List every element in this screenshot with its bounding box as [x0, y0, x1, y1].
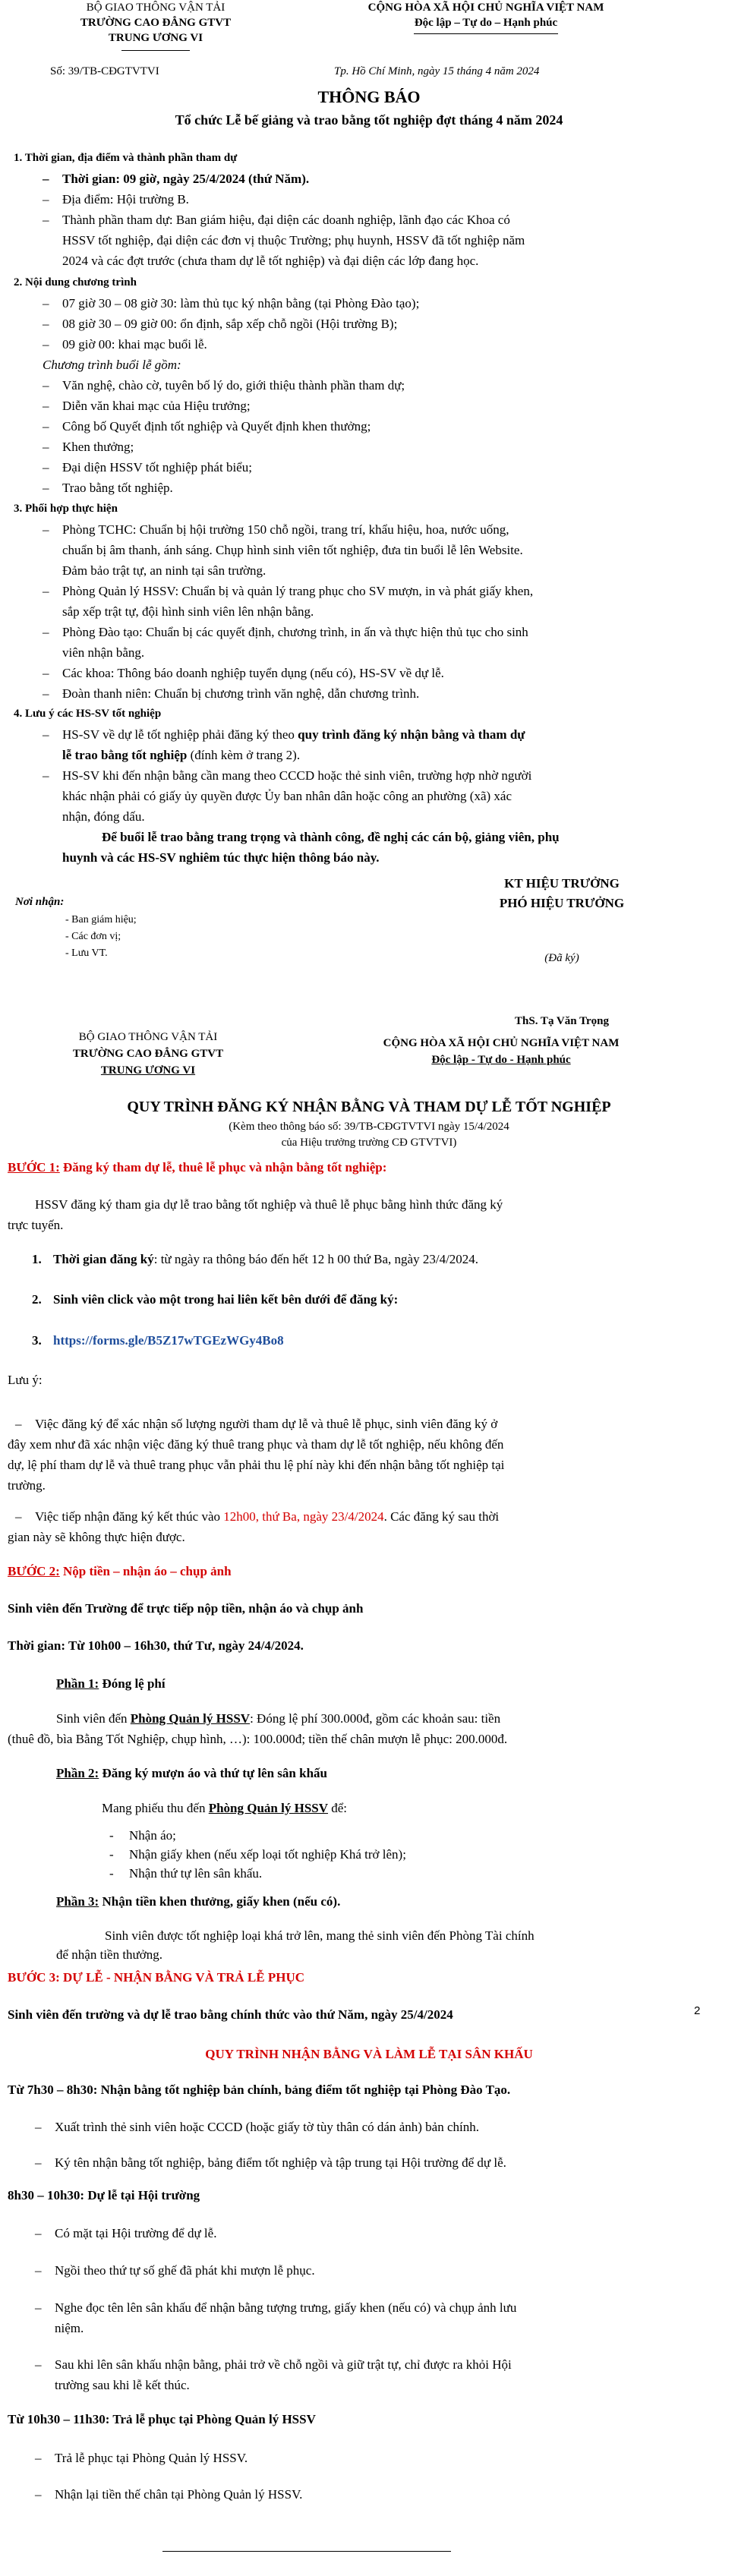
coordination-line: chuẩn bị âm thanh, ánh sáng. Chụp hình sinh viên tốt nghiệp, đưa tin buổi lễ lên Website.: [62, 543, 523, 557]
step-2-time: Thời gian: Từ 10h00 – 16h30, thứ Tư, ngày 24/4/2024.: [8, 1638, 304, 1653]
part-3-text-2: để nhận tiền thưởng.: [56, 1947, 163, 1962]
time-slot-2-item-cont: trường sau khi lễ kết thúc.: [55, 2378, 190, 2392]
program-item: – Trao bằng tốt nghiệp.: [62, 478, 173, 498]
procedure-title: QUY TRÌNH ĐĂNG KÝ NHẬN BẰNG VÀ THAM DỰ LỄ TỐT NGHIỆP: [127, 1099, 611, 1115]
note-2-cont: gian này sẽ không thực hiện được.: [8, 1530, 185, 1544]
coordination-line: viên nhận bằng.: [62, 645, 145, 660]
coordination-line: Đảm bảo trật tự, an ninh tại sân trường.: [62, 563, 266, 578]
org-school: TRƯỜNG CAO ĐẲNG GTVT: [80, 17, 232, 29]
motto: Độc lập - Tự do - Hạnh phúc: [431, 1054, 571, 1066]
recipients-label: Nơi nhận:: [15, 896, 65, 908]
time-slot-3-item: – Nhận lại tiền thế chân tại Phòng Quản lý HSSV.: [55, 2484, 302, 2505]
graduate-note-1-cont: lễ trao bằng tốt nghiệp (đính kèm ở trang 2).: [62, 748, 301, 762]
section-2-title: 2. Nội dung chương trình: [14, 276, 137, 288]
country-name: CỘNG HÒA XÃ HỘI CHỦ NGHĨA VIỆT NAM: [383, 1037, 620, 1049]
step-1-item-3-num: 3.: [32, 1333, 42, 1348]
time-slot-2-item: – Ngồi theo thứ tự số ghế đã phát khi mượn lễ phục.: [55, 2260, 315, 2281]
note-1-cont: dự, lệ phí tham dự lễ và thuê trang phục vẫn phải thu lệ phí này khi đến nhận bằng tốt nghiệp tại: [8, 1458, 505, 1472]
note-label: Lưu ý:: [8, 1373, 43, 1387]
header-rule: [121, 50, 190, 51]
step-1-item-1-num: 1.: [32, 1252, 42, 1266]
part-1-text-2: (thuê đồ, bìa Bằng Tốt Nghiệp, chụp hình, …): 100.000đ; tiền thế chân mượn lễ phục: 200.000đ.: [8, 1732, 508, 1746]
section-1-participants: – Thành phần tham dự: Ban giám hiệu, đại diện các doanh nghiệp, lãnh đạo các Khoa có: [62, 210, 510, 230]
schedule-item: – 07 giờ 30 – 08 giờ 30: làm thủ tục ký nhận bằng (tại Phòng Đào tạo);: [62, 293, 419, 314]
org-school: TRƯỜNG CAO ĐẲNG GTVT: [72, 1048, 224, 1060]
motto: Độc lập – Tự do – Hạnh phúc: [414, 17, 558, 29]
country-name: CỘNG HÒA XÃ HỘI CHỦ NGHĨA VIỆT NAM: [367, 2, 604, 14]
time-slot-2-item: – Có mặt tại Hội trường để dự lễ.: [55, 2223, 216, 2243]
time-slot-2-item: – Nghe đọc tên lên sân khấu để nhận bằng tượng trưng, giấy khen (nếu có) và chụp ảnh lưu: [55, 2297, 516, 2318]
org-ministry: BỘ GIAO THÔNG VẬN TẢI: [78, 1031, 218, 1043]
closing-text-2: huynh và các HS-SV nghiêm túc thực hiện thông báo này.: [62, 850, 380, 865]
org-school-sub: TRUNG ƯƠNG VI: [108, 32, 203, 44]
step-1-intro: HSSV đăng ký tham gia dự lễ trao bằng tốt nghiệp và thuê lễ phục bằng hình thức đăng ký: [35, 1197, 503, 1212]
recipient-item: - Ban giám hiệu;: [65, 914, 137, 925]
place-date: Tp. Hồ Chí Minh, ngày 15 tháng 4 năm 2024: [334, 65, 540, 77]
coordination-item: – Phòng TCHC: Chuẩn bị hội trường 150 chỗ ngồi, trang trí, khẩu hiệu, hoa, nước uống,: [62, 519, 509, 540]
motto-rule: [414, 33, 558, 34]
time-slot-3-item: – Trả lễ phục tại Phòng Quản lý HSSV.: [55, 2448, 248, 2468]
time-slot-1-item: – Ký tên nhận bằng tốt nghiệp, bảng điểm tốt nghiệp và tập trung tại Hội trường để dự lễ.: [55, 2152, 506, 2173]
part-3-text: Sinh viên được tốt nghiệp loại khá trở lên, mang thẻ sinh viên đến Phòng Tài chính: [105, 1928, 535, 1943]
note-1-cont: trường.: [8, 1478, 46, 1493]
coordination-item: – Phòng Đào tạo: Chuẩn bị các quyết định, chương trình, in ấn và thực hiện thủ tục cho sinh: [62, 622, 528, 642]
time-slot-2-item: – Sau khi lên sân khấu nhận bằng, phải trở về chỗ ngồi và giữ trật tự, chỉ được ra khỏi Hội: [55, 2354, 512, 2375]
step-3-intro: Sinh viên đến trường và dự lễ trao bằng chính thức vào thứ Năm, ngày 25/4/2024: [8, 2007, 453, 2022]
notice-subtitle: Tổ chức Lễ bế giảng và trao bằng tốt nghiệp đợt tháng 4 năm 2024: [175, 112, 563, 128]
program-item: – Văn nghệ, chào cờ, tuyên bố lý do, giới thiệu thành phần tham dự;: [62, 375, 405, 396]
step-2-heading: BƯỚC 2: Nộp tiền – nhận áo – chụp ảnh: [8, 1564, 232, 1578]
time-slot-2: 8h30 – 10h30: Dự lễ tại Hội trường: [8, 2188, 200, 2202]
step-1-heading: BƯỚC 1: Đăng ký tham dự lễ, thuê lễ phục và nhận bằng tốt nghiệp:: [8, 1160, 387, 1174]
graduate-note-2: – HS-SV khi đến nhận bằng cần mang theo CCCD hoặc thẻ sinh viên, trường hợp nhờ người: [62, 765, 531, 786]
signer-name: ThS. Tạ Văn Trọng: [515, 1015, 609, 1027]
ceremony-title: QUY TRÌNH NHẬN BẰNG VÀ LÀM LỄ TẠI SÂN KHẤU: [205, 2047, 533, 2061]
time-slot-2-item-cont: niệm.: [55, 2321, 84, 2335]
program-label: Chương trình buổi lễ gồm:: [43, 358, 181, 372]
coordination-line: sắp xếp trật tự, đội hình sinh viên lên nhận bằng.: [62, 604, 314, 619]
part-2-item: - Nhận thứ tự lên sân khấu.: [109, 1866, 263, 1881]
closing-text: Để buổi lễ trao bằng trang trọng và thành công, đề nghị các cán bộ, giảng viên, phụ: [102, 830, 560, 844]
part-3-heading: Phần 3: Nhận tiền khen thưởng, giấy khen (nếu có).: [56, 1894, 341, 1909]
part-2-heading: Phần 2: Đăng ký mượn áo và thứ tự lên sân khấu: [56, 1766, 327, 1780]
program-item: – Khen thưởng;: [62, 437, 134, 457]
section-1-place: – Địa điểm: Hội trường B.: [62, 189, 189, 210]
signature-title-2: PHÓ HIỆU TRƯỞNG: [499, 896, 625, 910]
section-1-title: 1. Thời gian, địa điểm và thành phần tham dự: [14, 152, 238, 164]
note-2: – Việc tiếp nhận đăng ký kết thúc vào 12h00, thứ Ba, ngày 23/4/2024. Các đăng ký sau thời: [35, 1506, 499, 1527]
signed-mark: (Đã ký): [544, 952, 579, 964]
recipient-item: - Các đơn vị;: [65, 931, 121, 942]
coordination-item: – Các khoa: Thông báo doanh nghiệp tuyển dụng (nếu có), HS-SV về dự lễ.: [62, 663, 444, 683]
page-number: 2: [694, 2004, 701, 2017]
step-1-intro-2: trực tuyến.: [8, 1218, 64, 1232]
schedule-item: – 09 giờ 00: khai mạc buổi lễ.: [62, 334, 207, 355]
graduate-note-2-cont: khác nhận phải có giấy ủy quyền được Ủy ban nhân dân hoặc công an phường (xã) xác: [62, 789, 512, 803]
document-number: Số: 39/TB-CĐGTVTVI: [50, 65, 159, 77]
registration-form-link[interactable]: https://forms.gle/B5Z17wTGEzWGy4Bo8: [53, 1333, 284, 1348]
time-slot-1: Từ 7h30 – 8h30: Nhận bằng tốt nghiệp bản chính, bảng điểm tốt nghiệp tại Phòng Đào Tạo.: [8, 2083, 511, 2097]
step-1-item-2: Sinh viên click vào một trong hai liên kết bên dưới để đăng ký:: [53, 1292, 399, 1307]
section-1-participants-3: 2024 và các đợt trước (chưa tham dự lễ tốt nghiệp) và đại diện các lớp đang học.: [62, 254, 479, 268]
graduate-note-2-cont: nhận, đóng dấu.: [62, 809, 145, 824]
step-2-intro: Sinh viên đến Trường để trực tiếp nộp tiền, nhận áo và chụp ảnh: [8, 1601, 364, 1616]
end-rule: [162, 2551, 451, 2552]
part-1-text: Sinh viên đến Phòng Quản lý HSSV: Đóng lệ phí 300.000đ, gồm các khoản sau: tiền: [56, 1711, 501, 1726]
part-2-item: - Nhận áo;: [109, 1828, 176, 1843]
step-3-heading: BƯỚC 3: DỰ LỄ - NHẬN BẰNG VÀ TRẢ LỄ PHỤC: [8, 1970, 305, 1985]
procedure-subtitle-2: của Hiệu trưởng trường CĐ GTVTVI): [281, 1137, 457, 1149]
notice-title: THÔNG BÁO: [317, 87, 421, 106]
program-item: – Công bố Quyết định tốt nghiệp và Quyết định khen thưởng;: [62, 416, 371, 437]
note-1: – Việc đăng ký để xác nhận số lượng người tham dự lễ và thuê lễ phục, sinh viên đăng ký ở: [35, 1414, 497, 1434]
graduate-note-1: – HS-SV về dự lễ tốt nghiệp phải đăng ký theo quy trình đăng ký nhận bằng và tham dự: [62, 724, 525, 745]
section-1-time: – Thời gian: 09 giờ, ngày 25/4/2024 (thứ Năm).: [62, 169, 309, 189]
step-1-item-2-num: 2.: [32, 1292, 42, 1307]
time-slot-3: Từ 10h30 – 11h30: Trả lễ phục tại Phòng Quản lý HSSV: [8, 2412, 316, 2426]
time-slot-1-item: – Xuất trình thẻ sinh viên hoặc CCCD (hoặc giấy tờ tùy thân có dán ảnh) bản chính.: [55, 2117, 479, 2137]
part-2-intro: Mang phiếu thu đến Phòng Quản lý HSSV để:: [102, 1801, 348, 1815]
signature-title: KT HIỆU TRƯỞNG: [504, 876, 620, 891]
org-school-sub: TRUNG ƯƠNG VI: [100, 1064, 196, 1077]
coordination-item: – Đoàn thanh niên: Chuẩn bị chương trình văn nghệ, dẫn chương trình.: [62, 683, 419, 704]
program-item: – Đại diện HSSV tốt nghiệp phát biểu;: [62, 457, 252, 478]
note-1-cont: đây xem như đã xác nhận việc đăng ký thuê trang phục và tham dự lễ tốt nghiệp, nếu không đến: [8, 1437, 504, 1452]
coordination-item: – Phòng Quản lý HSSV: Chuẩn bị và quản lý trang phục cho SV mượn, in và phát giấy khen,: [62, 581, 533, 601]
org-ministry: BỘ GIAO THÔNG VẬN TẢI: [86, 2, 226, 14]
procedure-subtitle: (Kèm theo thông báo số: 39/TB-CĐGTVTVI ngày 15/4/2024: [229, 1121, 509, 1133]
step-1-item-1: Thời gian đăng ký: từ ngày ra thông báo đến hết 12 h 00 thứ Ba, ngày 23/4/2024.: [53, 1252, 479, 1266]
schedule-item: – 08 giờ 30 – 09 giờ 00: ổn định, sắp xếp chỗ ngồi (Hội trường B);: [62, 314, 397, 334]
recipient-item: - Lưu VT.: [65, 947, 108, 959]
program-item: – Diễn văn khai mạc của Hiệu trưởng;: [62, 396, 251, 416]
section-4-title: 4. Lưu ý các HS-SV tốt nghiệp: [14, 708, 162, 720]
part-2-item: - Nhận giấy khen (nếu xếp loại tốt nghiệp Khá trở lên);: [109, 1847, 406, 1862]
section-3-title: 3. Phối hợp thực hiện: [14, 503, 118, 515]
part-1-heading: Phần 1: Đóng lệ phí: [56, 1676, 166, 1691]
section-1-participants-2: HSSV tốt nghiệp, đại diện các đơn vị thuộc Trường; phụ huynh, HSSV đã tốt nghiệp năm: [62, 233, 525, 248]
